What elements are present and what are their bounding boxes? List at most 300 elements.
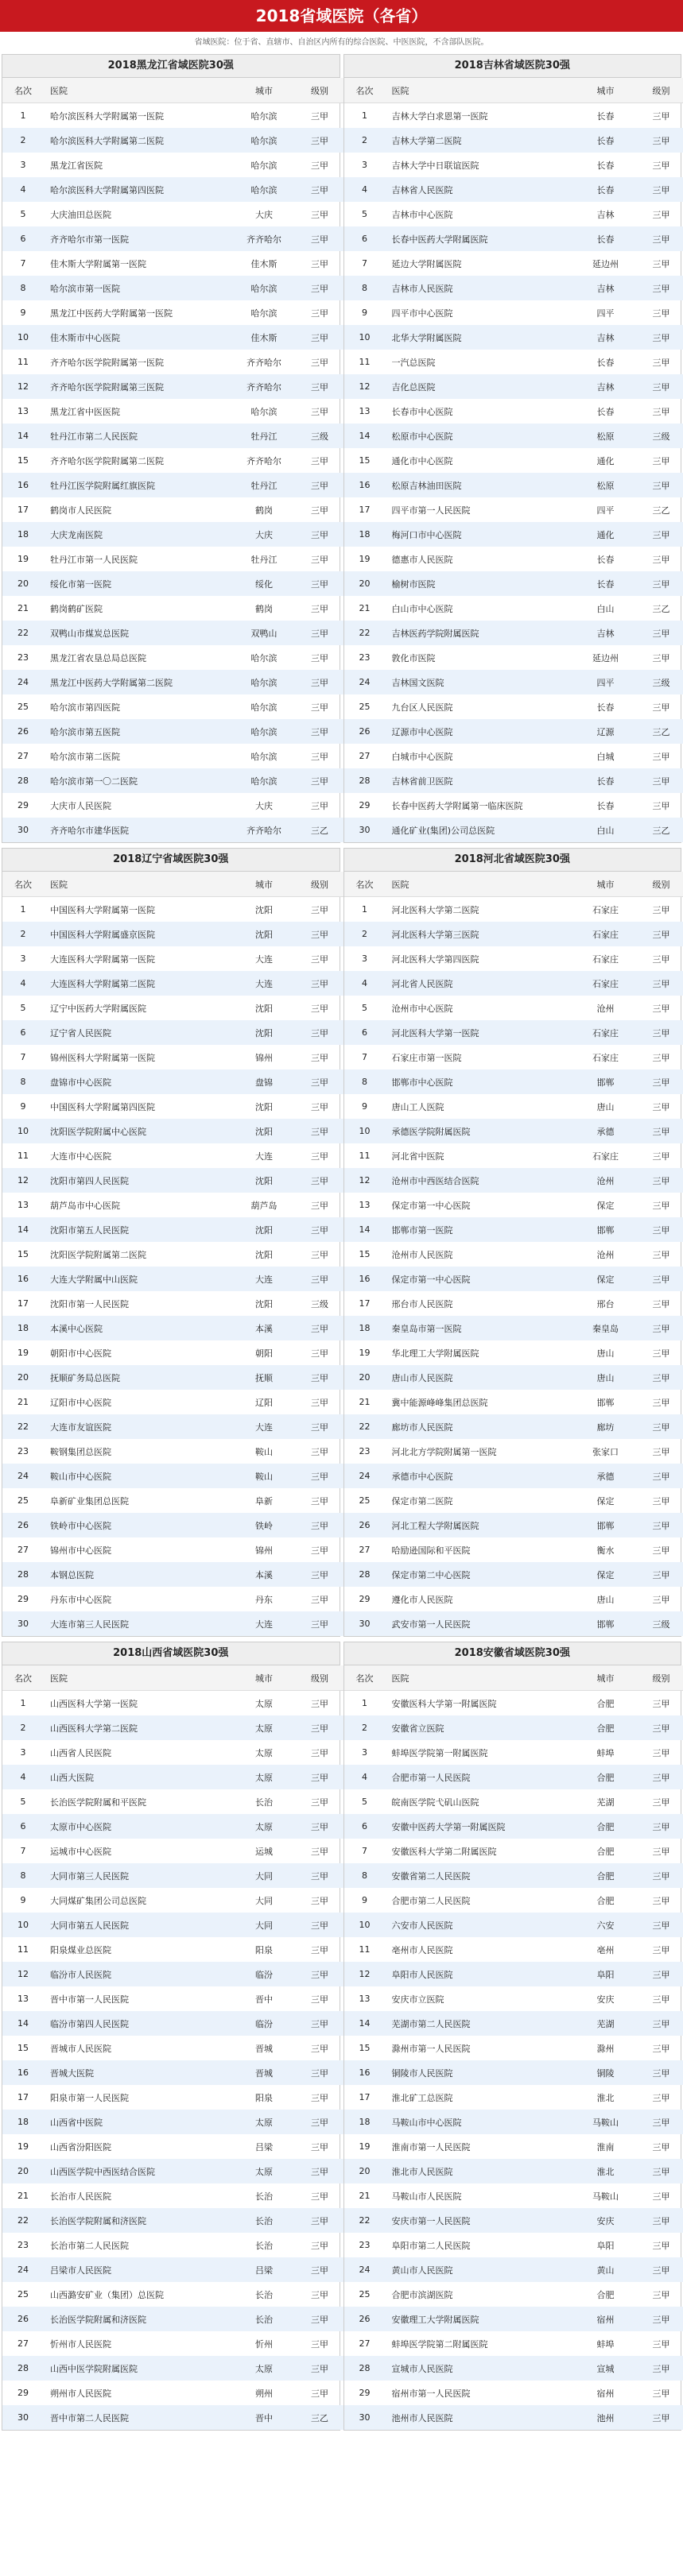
level-cell: 三甲 <box>652 209 670 220</box>
city-cell: 长治 <box>233 2307 295 2331</box>
city-cell: 张家口 <box>592 1446 619 1457</box>
rank-cell: 15 <box>17 455 29 466</box>
hospital-name-cell: 晋城大医院 <box>44 2060 233 2085</box>
ranking-table <box>2 78 344 842</box>
city-cell: 铁岭 <box>233 1513 295 1537</box>
level-cell: 三甲 <box>295 1020 344 1045</box>
table-row <box>344 1740 683 1765</box>
table-row <box>344 2381 683 2405</box>
level-cell: 三甲 <box>311 603 328 614</box>
level-cell: 三甲 <box>652 1747 670 1758</box>
level-cell: 三甲 <box>652 2289 670 2300</box>
hospital-name-cell: 盘锦市中心医院 <box>44 1069 233 1094</box>
hospital-name-cell: 哈尔滨市第一医院 <box>44 276 233 300</box>
city-cell: 长春 <box>596 800 615 811</box>
panel-title: 2018安徽省域医院30强 <box>344 1642 681 1665</box>
hospital-name-cell: 九台区人民医院 <box>391 702 453 713</box>
table-row <box>2 2011 344 2036</box>
province-pair <box>2 848 681 1637</box>
level-cell: 三甲 <box>652 1446 670 1457</box>
rank-cell: 4 <box>2 177 44 202</box>
city-cell: 丹东 <box>255 1594 273 1605</box>
rank-cell: 22 <box>344 2208 386 2233</box>
column-header-name: 医院 <box>44 78 233 103</box>
city-cell: 长治 <box>255 1797 273 1808</box>
table-row <box>2 1562 344 1587</box>
hospital-name-cell: 秦皇岛市第一医院 <box>386 1316 575 1340</box>
city-cell: 朔州 <box>255 2388 273 2399</box>
table-row <box>2 645 344 670</box>
level-cell: 三甲 <box>637 1119 683 1143</box>
hospital-name-cell: 阜阳市第二人民医院 <box>391 2240 471 2251</box>
city-cell: 白山 <box>596 603 615 614</box>
city-cell: 沈阳 <box>255 904 273 915</box>
column-header-name: 医院 <box>44 1665 233 1691</box>
table-row <box>2 1986 344 2011</box>
rank-cell: 29 <box>359 1594 371 1604</box>
hospital-name-cell: 大同煤矿集团公司总医院 <box>50 1895 146 1906</box>
table-row <box>344 276 683 300</box>
level-cell: 三乙 <box>295 818 344 842</box>
level-cell: 三甲 <box>637 1962 683 1986</box>
rank-cell: 27 <box>17 751 29 761</box>
rank-cell: 19 <box>359 2141 371 2152</box>
table-row <box>344 177 683 202</box>
city-cell: 沈阳 <box>233 1119 295 1143</box>
rank-cell: 25 <box>359 702 371 712</box>
table-row <box>2 694 344 719</box>
city-cell: 哈尔滨 <box>250 751 277 762</box>
city-cell: 阳泉 <box>255 1944 273 1955</box>
city-cell: 大庆 <box>255 209 273 220</box>
city-cell: 池州 <box>575 2405 637 2430</box>
hospital-name-cell: 安徽理工大学附属医院 <box>386 2307 575 2331</box>
city-cell: 承德 <box>575 1119 637 1143</box>
table-row <box>344 744 683 768</box>
column-header-rank: 名次 <box>344 78 386 103</box>
hospital-name-cell: 河北省中医院 <box>391 1151 444 1162</box>
city-cell: 通化 <box>575 522 637 547</box>
level-cell: 三甲 <box>637 374 683 399</box>
column-header-rank: 名次 <box>2 1665 44 1691</box>
table-row <box>2 251 344 276</box>
level-cell: 三甲 <box>652 1101 670 1112</box>
rank-cell: 16 <box>344 1267 386 1291</box>
table-row <box>2 522 344 547</box>
table-row <box>2 153 344 177</box>
table-row <box>344 996 683 1020</box>
city-cell: 延边州 <box>592 652 619 663</box>
table-row <box>344 350 683 374</box>
hospital-name-cell: 大连市友谊医院 <box>44 1414 233 1439</box>
hospital-name-cell: 长治医学院附属和平医院 <box>50 1797 146 1808</box>
level-cell: 三甲 <box>311 160 328 171</box>
column-header-name: 医院 <box>44 872 233 897</box>
rank-cell: 14 <box>2 424 44 448</box>
city-cell: 大连 <box>233 1267 295 1291</box>
table-row <box>344 818 683 842</box>
level-cell: 三甲 <box>295 226 344 251</box>
rank-cell: 9 <box>362 307 367 318</box>
table-row <box>2 1193 344 1217</box>
hospital-name-cell: 沧州市人民医院 <box>391 1249 453 1260</box>
table-row <box>2 1587 344 1611</box>
level-cell: 三甲 <box>652 2141 670 2152</box>
table-row <box>344 325 683 350</box>
table-row <box>2 1267 344 1291</box>
table-row <box>2 1217 344 1242</box>
city-cell: 晋城 <box>255 2043 273 2054</box>
column-header-rank: 名次 <box>2 78 44 103</box>
rank-cell: 28 <box>344 768 386 793</box>
level-cell: 三甲 <box>295 1119 344 1143</box>
rank-cell: 28 <box>2 1562 44 1587</box>
hospital-name-cell: 邯郸市中心医院 <box>386 1069 575 1094</box>
level-cell: 三甲 <box>311 2240 328 2251</box>
city-cell: 长治 <box>233 2208 295 2233</box>
city-cell: 合肥 <box>575 1765 637 1789</box>
city-cell: 保定 <box>596 1495 615 1507</box>
hospital-name-cell: 临汾市第四人民医院 <box>44 2011 233 2036</box>
city-cell: 安庆 <box>596 1994 615 2005</box>
table-row <box>2 1020 344 1045</box>
level-cell: 三甲 <box>637 1765 683 1789</box>
hospital-name-cell: 蚌埠医学院第二附属医院 <box>391 2338 488 2350</box>
level-cell: 三甲 <box>652 1698 670 1709</box>
city-cell: 太原 <box>233 2356 295 2381</box>
level-cell: 三甲 <box>652 1594 670 1605</box>
hospital-name-cell: 河北医科大学第三医院 <box>386 922 575 946</box>
hospital-name-cell: 淮北市人民医院 <box>386 2159 575 2183</box>
city-cell: 滁州 <box>596 2043 615 2054</box>
column-header-name: 医院 <box>386 1665 575 1691</box>
ranking-sections <box>2 54 681 2431</box>
city-cell: 哈尔滨 <box>233 177 295 202</box>
rank-cell: 4 <box>2 971 44 996</box>
hospital-name-cell: 保定市第二中心医院 <box>386 1562 575 1587</box>
rank-cell: 16 <box>344 473 386 497</box>
city-cell: 合肥 <box>575 1814 637 1839</box>
hospital-name-cell: 安徽省第二人民医院 <box>386 1863 575 1888</box>
level-cell: 三甲 <box>637 1414 683 1439</box>
hospital-name-cell: 廊坊市人民医院 <box>386 1414 575 1439</box>
level-cell: 三甲 <box>295 768 344 793</box>
table-row <box>344 1814 683 1839</box>
city-cell: 沈阳 <box>255 1101 273 1112</box>
city-cell: 石家庄 <box>592 1052 619 1063</box>
city-cell: 芜湖 <box>575 2011 637 2036</box>
hospital-name-cell: 吉化总医院 <box>386 374 575 399</box>
rank-cell: 21 <box>17 1397 29 1407</box>
rank-cell: 26 <box>344 2307 386 2331</box>
level-cell: 三甲 <box>311 2092 328 2103</box>
hospital-name-cell: 阳泉市第一人民医院 <box>50 2092 129 2103</box>
table-row <box>2 1414 344 1439</box>
hospital-name-cell: 榆树市医院 <box>386 571 575 596</box>
hospital-name-cell: 辽宁中医药大学附属医院 <box>50 1003 146 1014</box>
hospital-name-cell: 河北医科大学第二医院 <box>391 904 479 915</box>
level-cell: 三甲 <box>652 1052 670 1063</box>
hospital-name-cell: 大连市中心医院 <box>50 1151 111 1162</box>
table-row <box>344 2036 683 2060</box>
city-cell: 沧州 <box>596 1003 615 1014</box>
level-cell: 三甲 <box>311 406 328 417</box>
level-cell: 三甲 <box>295 325 344 350</box>
rank-cell: 3 <box>362 160 367 170</box>
city-cell: 唐山 <box>596 1101 615 1112</box>
hospital-name-cell: 安徽省立医院 <box>386 1715 575 1740</box>
hospital-name-cell: 吕梁市人民医院 <box>44 2257 233 2282</box>
hospital-name-cell: 大连医科大学附属第二医院 <box>44 971 233 996</box>
level-cell: 三甲 <box>295 571 344 596</box>
city-cell: 保定 <box>575 1267 637 1291</box>
city-cell: 长治 <box>255 2240 273 2251</box>
city-cell: 长春 <box>596 160 615 171</box>
header-row <box>344 1665 683 1691</box>
table-row <box>344 1587 683 1611</box>
hospital-name-cell: 齐齐哈尔医学院附属第三医院 <box>44 374 233 399</box>
hospital-name-cell: 白城市中心医院 <box>391 751 453 762</box>
city-cell: 沧州 <box>596 1249 615 1260</box>
column-header-city: 城市 <box>233 78 295 103</box>
rank-cell: 18 <box>344 522 386 547</box>
hospital-name-cell: 长春市中心医院 <box>391 406 453 417</box>
table-row <box>2 325 344 350</box>
table-row <box>344 1986 683 2011</box>
level-cell: 三甲 <box>295 1168 344 1193</box>
table-row <box>344 1267 683 1291</box>
city-cell: 白山 <box>575 818 637 842</box>
column-header-city: 城市 <box>575 1665 637 1691</box>
city-cell: 大连 <box>233 971 295 996</box>
hospital-name-cell: 池州市人民医院 <box>386 2405 575 2430</box>
rank-cell: 18 <box>344 1316 386 1340</box>
rank-cell: 16 <box>2 473 44 497</box>
city-cell: 哈尔滨 <box>250 110 277 122</box>
rank-cell: 14 <box>2 1217 44 1242</box>
rank-cell: 28 <box>2 768 44 793</box>
table-row <box>2 1316 344 1340</box>
province-pair <box>2 1642 681 2431</box>
rank-cell: 17 <box>17 2092 29 2102</box>
ranking-table <box>2 872 344 1636</box>
city-cell: 双鸭山 <box>233 621 295 645</box>
rank-cell: 12 <box>2 1962 44 1986</box>
rank-cell: 10 <box>2 1913 44 1937</box>
city-cell: 太原 <box>233 1765 295 1789</box>
rank-cell: 3 <box>362 953 367 964</box>
hospital-name-cell: 铁岭市中心医院 <box>44 1513 233 1537</box>
table-row <box>344 1937 683 1962</box>
rank-cell: 19 <box>17 2141 29 2152</box>
city-cell: 鹤岗 <box>255 505 273 516</box>
city-cell: 合肥 <box>596 1698 615 1709</box>
level-cell: 三甲 <box>637 1020 683 1045</box>
city-cell: 阜阳 <box>596 2240 615 2251</box>
level-cell: 三甲 <box>637 1168 683 1193</box>
ranking-panel <box>343 1642 682 2431</box>
level-cell: 三甲 <box>652 652 670 663</box>
level-cell: 三甲 <box>295 2011 344 2036</box>
rank-cell: 3 <box>362 1747 367 1758</box>
level-cell: 三级 <box>295 424 344 448</box>
table-row <box>2 2183 344 2208</box>
hospital-name-cell: 哈尔滨医科大学附属第一医院 <box>50 110 164 122</box>
city-cell: 大庆 <box>255 800 273 811</box>
table-row <box>344 2134 683 2159</box>
level-cell: 三甲 <box>652 110 670 122</box>
table-row <box>2 1119 344 1143</box>
level-cell: 三甲 <box>295 2257 344 2282</box>
city-cell: 鞍山 <box>233 1464 295 1488</box>
rank-cell: 29 <box>359 2388 371 2398</box>
city-cell: 黄山 <box>575 2257 637 2282</box>
table-row <box>344 1217 683 1242</box>
rank-cell: 19 <box>359 554 371 564</box>
level-cell: 三甲 <box>652 1348 670 1359</box>
table-row <box>344 1365 683 1390</box>
rank-cell: 8 <box>344 1069 386 1094</box>
table-row <box>2 547 344 571</box>
city-cell: 大连 <box>255 1151 273 1162</box>
table-row <box>344 1390 683 1414</box>
rank-cell: 9 <box>362 1101 367 1112</box>
level-cell: 三甲 <box>295 1863 344 1888</box>
rank-cell: 6 <box>344 1020 386 1045</box>
table-row <box>2 1740 344 1765</box>
city-cell: 晋中 <box>255 1994 273 2005</box>
city-cell: 石家庄 <box>575 971 637 996</box>
level-cell: 三甲 <box>311 702 328 713</box>
hospital-name-cell: 沈阳医学院附属中心医院 <box>44 1119 233 1143</box>
rank-cell: 23 <box>359 2240 371 2250</box>
table-row <box>2 2036 344 2060</box>
city-cell: 鞍山 <box>255 1446 273 1457</box>
city-cell: 石家庄 <box>592 1151 619 1162</box>
column-header-level: 级别 <box>295 1665 344 1691</box>
rank-cell: 12 <box>2 374 44 399</box>
level-cell: 三甲 <box>311 2141 328 2152</box>
ranking-panel <box>343 54 682 843</box>
ranking-table <box>344 1665 683 2430</box>
hospital-name-cell: 太原市中心医院 <box>44 1814 233 1839</box>
table-row <box>344 1340 683 1365</box>
level-cell: 三甲 <box>311 505 328 516</box>
rank-cell: 20 <box>2 2159 44 2183</box>
level-cell: 三甲 <box>637 1513 683 1537</box>
level-cell: 三甲 <box>311 209 328 220</box>
level-cell: 三甲 <box>652 2240 670 2251</box>
rank-cell: 17 <box>359 1298 371 1309</box>
city-cell: 阜新 <box>255 1495 273 1507</box>
rank-cell: 1 <box>362 904 367 915</box>
level-cell: 三甲 <box>311 1594 328 1605</box>
level-cell: 三甲 <box>637 1913 683 1937</box>
hospital-name-cell: 河北医科大学第一医院 <box>386 1020 575 1045</box>
rank-cell: 6 <box>344 1814 386 1839</box>
rank-cell: 12 <box>344 1168 386 1193</box>
header-row <box>344 78 683 103</box>
level-cell: 三甲 <box>637 226 683 251</box>
table-row <box>344 1020 683 1045</box>
city-cell: 淮北 <box>575 2159 637 2183</box>
level-cell: 三甲 <box>637 1863 683 1888</box>
city-cell: 淮南 <box>596 2141 615 2152</box>
hospital-name-cell: 冀中能源峰峰集团总医院 <box>391 1397 488 1408</box>
level-cell: 三甲 <box>637 1316 683 1340</box>
hospital-name-cell: 沈阳市第四人民医院 <box>44 1168 233 1193</box>
table-row <box>2 497 344 522</box>
city-cell: 宿州 <box>575 2307 637 2331</box>
city-cell: 淮北 <box>596 2092 615 2103</box>
rank-cell: 13 <box>359 406 371 416</box>
table-row <box>2 1464 344 1488</box>
rank-cell: 27 <box>17 2338 29 2349</box>
rank-cell: 20 <box>2 1365 44 1390</box>
column-header-rank: 名次 <box>344 872 386 897</box>
city-cell: 邯郸 <box>575 1069 637 1094</box>
city-cell: 邯郸 <box>575 1217 637 1242</box>
ranking-panel <box>2 1642 340 2431</box>
city-cell: 牡丹江 <box>233 424 295 448</box>
column-header-level: 级别 <box>295 872 344 897</box>
table-row <box>2 1488 344 1513</box>
city-cell: 太原 <box>233 1814 295 1839</box>
city-cell: 齐齐哈尔 <box>233 226 295 251</box>
column-header-level: 级别 <box>637 78 683 103</box>
table-row <box>344 719 683 744</box>
level-cell: 三甲 <box>637 522 683 547</box>
table-row <box>2 1291 344 1316</box>
city-cell: 邢台 <box>596 1298 615 1309</box>
level-cell: 三甲 <box>311 953 328 965</box>
column-header-name: 医院 <box>386 872 575 897</box>
level-cell: 三甲 <box>311 258 328 269</box>
table-row <box>344 153 683 177</box>
hospital-name-cell: 黑龙江中医药大学附属第一医院 <box>50 307 173 319</box>
level-cell: 三甲 <box>637 177 683 202</box>
rank-cell: 20 <box>2 571 44 596</box>
rank-cell: 4 <box>2 1765 44 1789</box>
city-cell: 辽源 <box>575 719 637 744</box>
rank-cell: 26 <box>344 719 386 744</box>
rank-cell: 15 <box>359 455 371 466</box>
city-cell: 长春 <box>575 768 637 793</box>
city-cell: 哈尔滨 <box>250 652 277 663</box>
hospital-name-cell: 山西省中医院 <box>44 2110 233 2134</box>
rank-cell: 18 <box>2 522 44 547</box>
rank-cell: 13 <box>17 1200 29 1210</box>
rank-cell: 4 <box>344 177 386 202</box>
city-cell: 廊坊 <box>575 1414 637 1439</box>
hospital-name-cell: 抚顺矿务局总医院 <box>44 1365 233 1390</box>
city-cell: 太原 <box>255 1698 273 1709</box>
table-row <box>344 621 683 645</box>
city-cell: 哈尔滨 <box>250 406 277 417</box>
city-cell: 运城 <box>255 1846 273 1857</box>
level-cell: 三甲 <box>311 307 328 319</box>
hospital-name-cell: 宿州市第一人民医院 <box>391 2388 471 2399</box>
city-cell: 马鞍山 <box>592 2191 619 2202</box>
hospital-name-cell: 哈尔滨市第二医院 <box>50 751 120 762</box>
level-cell: 三甲 <box>311 1698 328 1709</box>
rank-cell: 30 <box>344 818 386 842</box>
hospital-name-cell: 齐齐哈尔医学院附属第一医院 <box>50 357 164 368</box>
level-cell: 三甲 <box>311 2388 328 2399</box>
table-row <box>2 1765 344 1789</box>
rank-cell: 28 <box>344 2356 386 2381</box>
city-cell: 四平 <box>596 505 615 516</box>
